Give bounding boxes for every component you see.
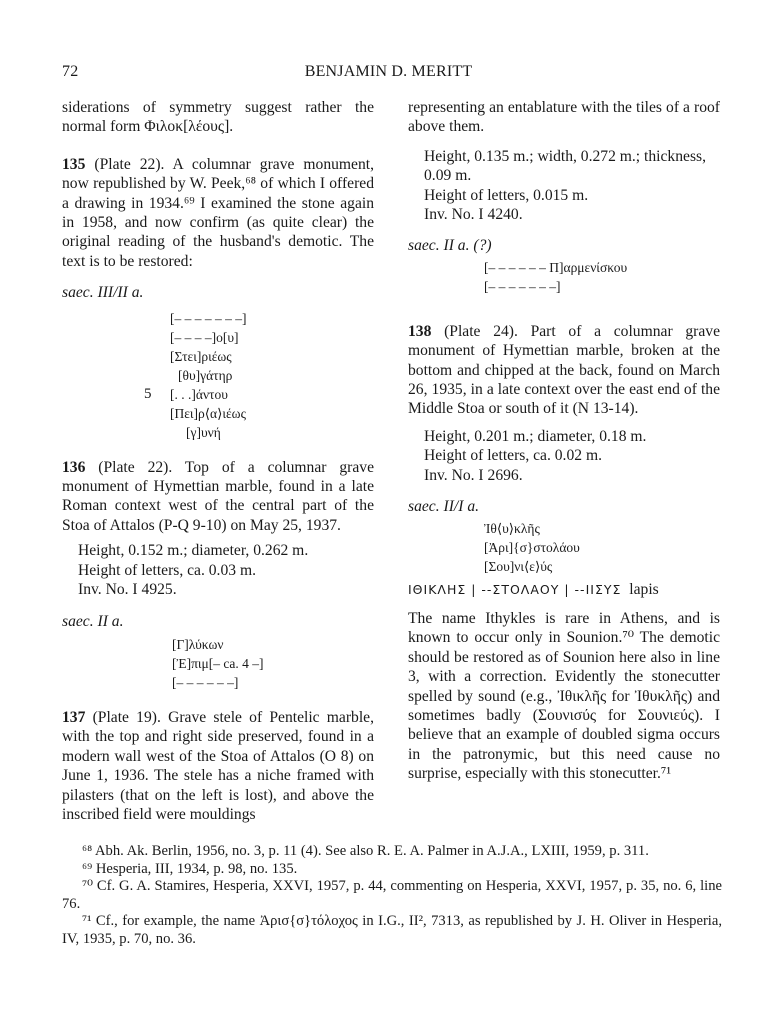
- inscription-137: [484, 258, 720, 296]
- inscription-line: [θυ]γάτηρ: [178, 367, 233, 383]
- lapis-label: lapis: [629, 580, 659, 598]
- inscription-line: [γ]υνή: [186, 424, 221, 440]
- entry-number: 137: [62, 708, 86, 726]
- page-number: 72: [62, 63, 79, 80]
- footnote-71: ⁷¹ Cf., for example, the name Ἀρισ{σ}τόλοχος in I.G., II², 7313, as republished by J. H. Oliver in Hesperia, IV, 1935, p. 70, no. 36.: [62, 913, 722, 947]
- lapis-text: ΙΘΙΚΛΗΣ | --ΣΤΟΛΑΟΥ | --ΙΙΣΥΣ: [408, 581, 622, 597]
- lapis-reading: [408, 580, 720, 599]
- entry-text: (Plate 24). Part of a columnar grave monument of Hymettian marble, broken at the bottom and chipped at the back, found on March 26, 1935, in a late context over the east end of the Middle Stoa or south of it (N 13-14).: [408, 322, 720, 418]
- inscription-line: [– – – –]ο[υ]: [170, 329, 239, 345]
- inscription-line: Ἰθ⟨υ⟩κλῆς: [484, 520, 540, 536]
- inscription-line: [Στει]ριέως: [170, 348, 232, 364]
- inscription-line: [. . .]άντου: [170, 386, 228, 402]
- footnote-70: ⁷⁰ Cf. G. A. Stamires, Hesperia, XXVI, 1957, p. 44, commenting on Hesperia, XXVI, 1957, p. 35, no. 6, line 76.: [62, 878, 722, 912]
- inscription-136: [172, 635, 374, 692]
- date-label: saec. II a. (?): [408, 237, 492, 255]
- measurement: Inv. No. I 2696.: [424, 466, 523, 484]
- entry-138: [408, 322, 720, 419]
- entry-text: (Plate 22). A columnar grave monument, now republished by W. Peek,⁶⁸ of which I offered a drawing in 1934.⁶⁹ I examined the stone again in 1958, and now confirm (as quite clear) the original reading of the husband's demotic. The text is to be restored:: [62, 155, 374, 270]
- date-label: saec. II a.: [62, 612, 124, 630]
- entry-number: 135: [62, 155, 86, 173]
- date-label: saec. II/I a.: [408, 498, 480, 516]
- inscription-line: [Ἐ]πιμ[– ca. 4 –]: [172, 655, 264, 671]
- entry-number: 136: [62, 458, 86, 476]
- measurement: Height of letters, ca. 0.03 m.: [78, 561, 256, 579]
- continuation-text: representing an entablature with the tiles of a roof above them.: [408, 99, 720, 136]
- measurement: Height, 0.201 m.; diameter, 0.18 m.: [424, 427, 647, 445]
- inscription-line: [Γ]λύκων: [172, 636, 224, 652]
- entry-135: [62, 155, 374, 271]
- date-label: saec. III/II a.: [62, 284, 144, 302]
- inscription-135: [144, 309, 374, 442]
- inscription-138: [484, 519, 720, 576]
- entry-137: [62, 708, 374, 824]
- measurement: Height, 0.152 m.; diameter, 0.262 m.: [78, 542, 309, 560]
- measurement: Height of letters, 0.015 m.: [424, 186, 589, 204]
- entry-text: (Plate 22). Top of a columnar grave monument of Hymettian marble, found in a late Roman context west of the central part of the Stoa of Attalos (P-Q 9-10) on May 25, 1937.: [62, 458, 374, 534]
- running-title: BENJAMIN D. MERITT: [304, 63, 473, 80]
- inscription-line: [Σου]νι⟨ε⟩ύς: [484, 558, 553, 574]
- footnotes: [62, 843, 722, 949]
- measurement: Height of letters, ca. 0.02 m.: [424, 447, 602, 465]
- entry-136: [62, 458, 374, 536]
- inscription-line: [– – – – – – –]: [170, 310, 247, 326]
- entry-138-measurements: [424, 427, 720, 485]
- entry-138-commentary: The name Ithykles is rare in Athens, and is known to occur only in Sounion.⁷⁰ The demotic should be restored as of Sounion here also in line 3, with a correction. Evidently the stonecutter spelled by sound (e.g., Ἰθικλῆς for Ἰθυκλῆς) and sometimes badly (Σουνισύς for Σουνιεύς). I believe that an example of doubled sigma occurs in the patronymic, but this need cause no surprise, especially with this stonecutter.⁷¹: [408, 609, 720, 783]
- measurement: Inv. No. I 4240.: [424, 206, 523, 224]
- entry-number: 138: [408, 322, 432, 340]
- entry-137-measurements: [424, 147, 720, 225]
- left-column: [62, 98, 374, 824]
- measurement: Height, 0.135 m.; width, 0.272 m.; thickness, 0.09 m.: [424, 147, 706, 185]
- entry-text: (Plate 19). Grave stele of Pentelic marble, with the top and right side preserved, found in a modern wall west of the Stoa of Attalos (O 8) on June 1, 1936. The stele has a niche framed with pilasters (that on the left is lost), and above the inscribed field were mouldings: [62, 708, 374, 823]
- measurement: Inv. No. I 4925.: [78, 581, 177, 599]
- inscription-line: [– – – – – – Π]αρμενίσκου: [484, 259, 628, 275]
- inscription-line: [– – – – – – –]: [484, 278, 561, 294]
- continuation-text: siderations of symmetry suggest rather the normal form Φιλοκ[λέους].: [62, 99, 374, 136]
- footnote-68: ⁶⁸ Abh. Ak. Berlin, 1956, no. 3, p. 11 (4). See also R. E. A. Palmer in A.J.A., LXIII, 1959, p. 311.: [82, 843, 649, 859]
- inscription-line: [– – – – – –]: [172, 674, 239, 690]
- entry-136-measurements: [78, 541, 374, 599]
- line-number: 5: [144, 385, 152, 402]
- inscription-line: [Ἀρι]{σ}στολάου: [484, 539, 580, 555]
- inscription-line: [Πει]ρ⟨α⟩ιέως: [170, 405, 246, 421]
- right-column: [408, 98, 720, 784]
- footnote-69: ⁶⁹ Hesperia, III, 1934, p. 98, no. 135.: [82, 860, 298, 877]
